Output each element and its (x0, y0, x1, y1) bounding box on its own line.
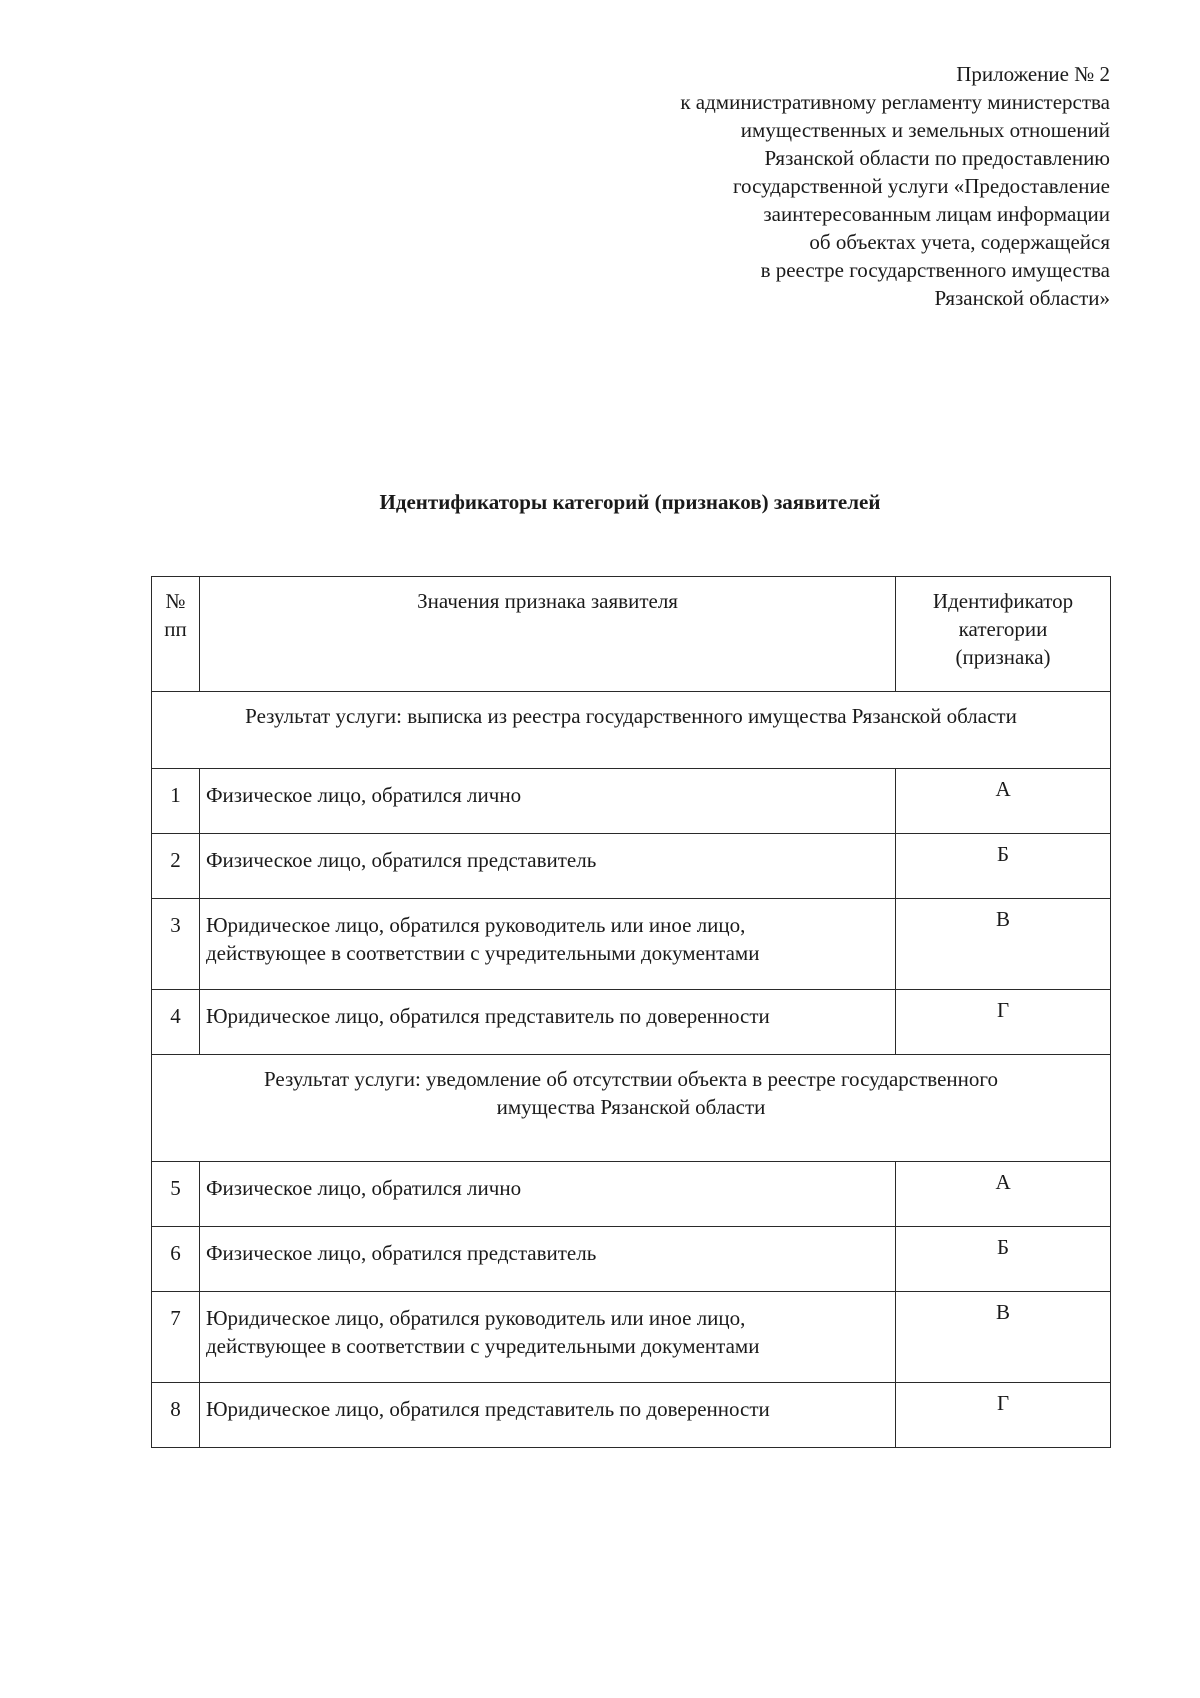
header-number-line: № (165, 589, 186, 613)
section-title-line: Результат услуги: уведомление об отсутствии объекта в реестре государственного (264, 1067, 998, 1091)
table-row (152, 990, 1111, 1055)
row-value-line: Физическое лицо, обратился представитель (205, 1241, 597, 1265)
row-number: 5 (152, 1162, 200, 1227)
row-identifier: Б (896, 834, 1111, 899)
appendix-line: Рязанской области по предоставлению (764, 146, 1110, 170)
row-value (199, 990, 895, 1055)
row-identifier: Г (896, 990, 1111, 1055)
header-identifier-line: Идентификатор (932, 589, 1074, 613)
row-number: 7 (152, 1292, 200, 1383)
appendix-line: заинтересованным лицам информации (763, 202, 1110, 226)
row-value (199, 1162, 895, 1227)
table-row (152, 769, 1111, 834)
row-identifier: А (896, 769, 1111, 834)
row-identifier: В (896, 1292, 1111, 1383)
row-value (199, 1292, 895, 1383)
identifiers-table (151, 576, 1111, 1448)
appendix-line: Рязанской области» (934, 286, 1110, 310)
table-row (152, 1162, 1111, 1227)
row-value (199, 769, 895, 834)
row-number: 8 (152, 1383, 200, 1448)
section-title-line: имущества Рязанской области (496, 1095, 766, 1119)
table-row (152, 1227, 1111, 1292)
row-value-line: Физическое лицо, обратился лично (205, 1176, 522, 1200)
row-number: 1 (152, 769, 200, 834)
header-value: Значения признака заявителя (199, 577, 895, 692)
row-identifier: Б (896, 1227, 1111, 1292)
row-value-line: Юридическое лицо, обратился представитель по доверенности (205, 1397, 770, 1421)
table-row (152, 834, 1111, 899)
header-identifier (896, 577, 1111, 692)
row-value (199, 899, 895, 990)
row-identifier: Г (896, 1383, 1111, 1448)
row-number: 3 (152, 899, 200, 990)
appendix-line: в реестре государственного имущества (760, 258, 1110, 282)
row-value-line: Физическое лицо, обратился лично (205, 783, 522, 807)
appendix-line: к административному регламенту министерства (680, 90, 1110, 114)
header-identifier-line: категории (958, 617, 1048, 641)
header-number-line: пп (164, 617, 187, 641)
row-identifier: В (896, 899, 1111, 990)
appendix-line: государственной услуги «Предоставление (732, 174, 1110, 198)
section-row (152, 1055, 1111, 1162)
appendix-line: имущественных и земельных отношений (740, 118, 1110, 142)
appendix-line: об объектах учета, содержащейся (809, 230, 1110, 254)
row-value-line: действующее в соответствии с учредительными документами (205, 941, 760, 965)
document-title: Идентификаторы категорий (признаков) заявителей (379, 490, 881, 514)
appendix-line: Приложение № 2 (956, 62, 1110, 86)
table-row (152, 899, 1111, 990)
row-identifier: А (896, 1162, 1111, 1227)
row-value (199, 1227, 895, 1292)
header-identifier-line: (признака) (955, 645, 1051, 669)
section-title (152, 1055, 1111, 1162)
section-title: Результат услуги: выписка из реестра государственного имущества Рязанской области (152, 692, 1111, 769)
row-value (199, 834, 895, 899)
row-value (199, 1383, 895, 1448)
row-value-line: Физическое лицо, обратился представитель (205, 848, 597, 872)
section-row (152, 692, 1111, 769)
row-number: 2 (152, 834, 200, 899)
table-row (152, 1383, 1111, 1448)
header-number (152, 577, 200, 692)
table-row (152, 1292, 1111, 1383)
row-value-line: Юридическое лицо, обратился руководитель или иное лицо, (205, 913, 746, 937)
row-number: 4 (152, 990, 200, 1055)
row-value-line: действующее в соответствии с учредительными документами (205, 1334, 760, 1358)
appendix-header (550, 60, 1110, 312)
row-number: 6 (152, 1227, 200, 1292)
row-value-line: Юридическое лицо, обратился руководитель или иное лицо, (205, 1306, 746, 1330)
table-header-row (152, 577, 1111, 692)
row-value-line: Юридическое лицо, обратился представитель по доверенности (205, 1004, 770, 1028)
